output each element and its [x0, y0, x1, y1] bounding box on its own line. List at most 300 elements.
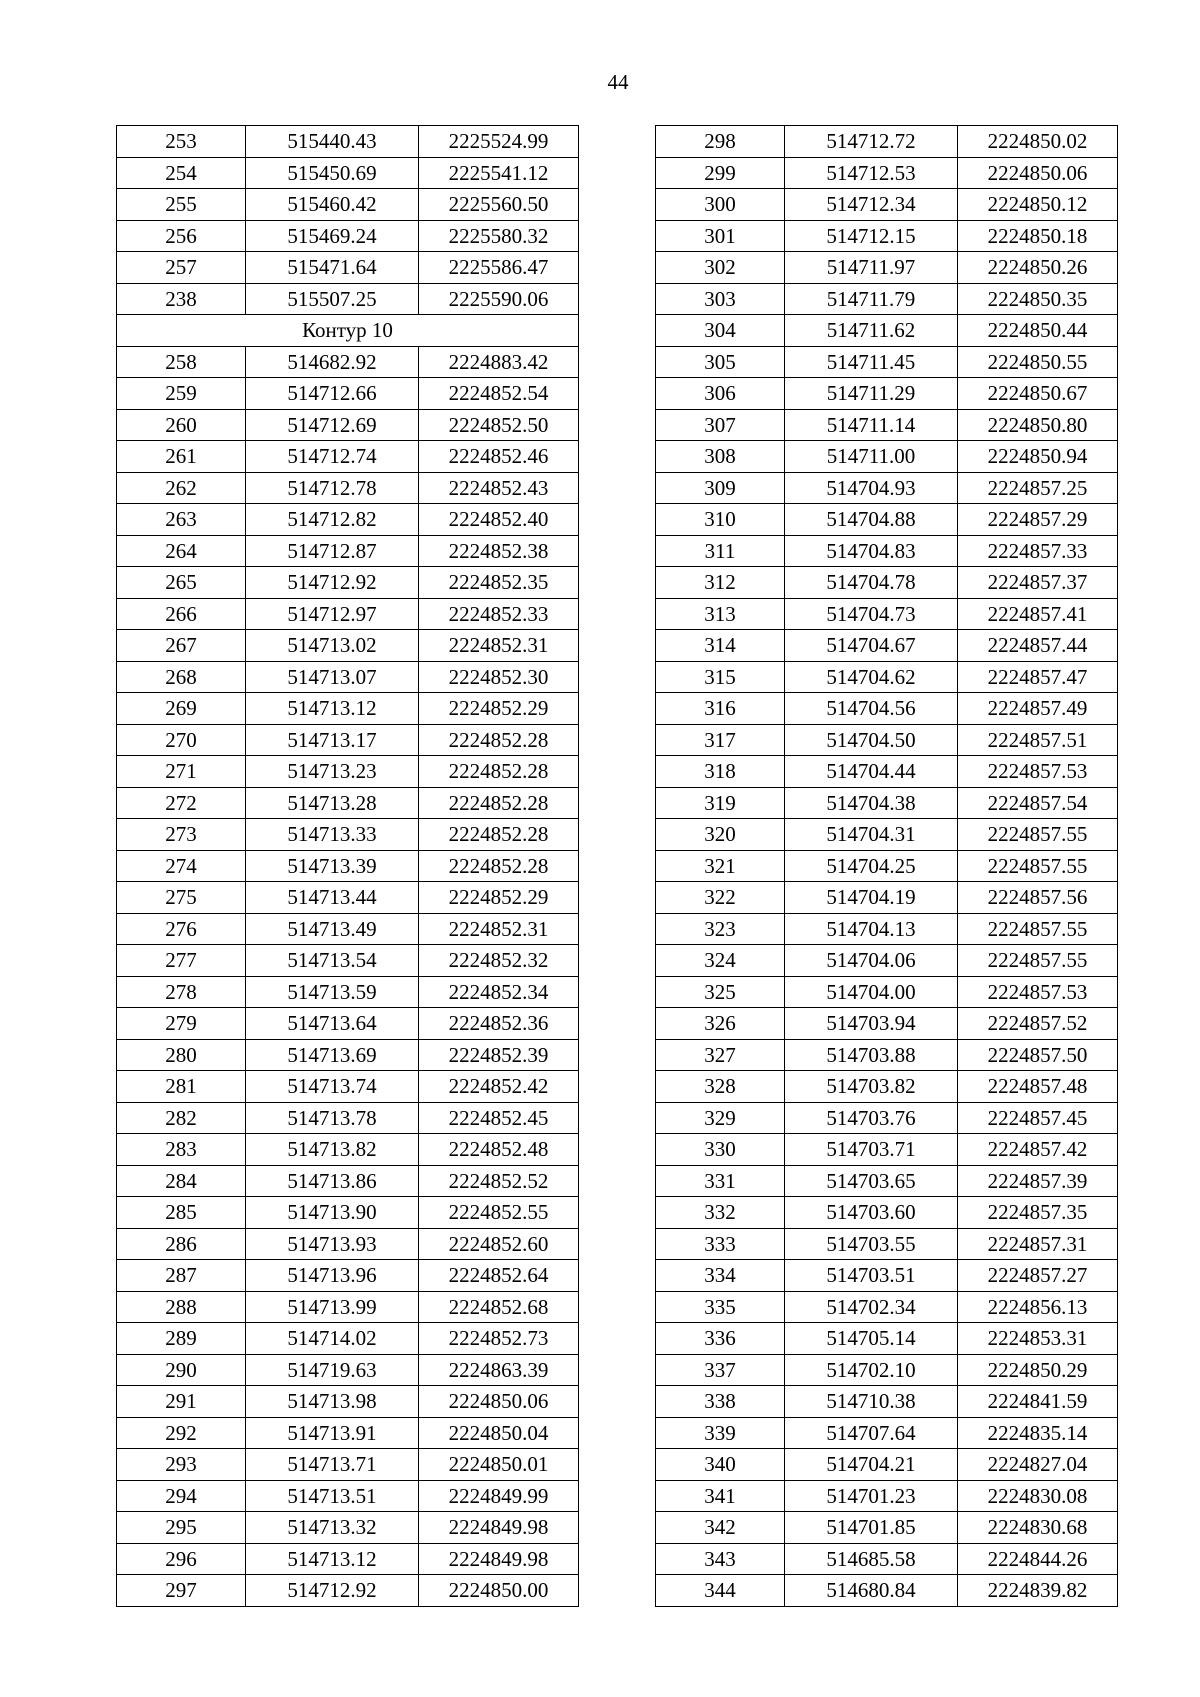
point-number-cell: 259	[117, 378, 246, 410]
point-number-cell: 262	[117, 472, 246, 504]
table-row	[656, 1480, 1118, 1512]
y-coordinate-cell: 2224852.50	[419, 409, 579, 441]
x-coordinate-cell: 514704.88	[785, 504, 958, 536]
x-coordinate-cell: 514713.39	[246, 850, 419, 882]
x-coordinate-cell: 514711.29	[785, 378, 958, 410]
table-row	[117, 1228, 579, 1260]
table-row	[656, 1165, 1118, 1197]
table-row	[117, 472, 579, 504]
table-row	[656, 1575, 1118, 1607]
x-coordinate-cell: 514712.78	[246, 472, 419, 504]
point-number-cell: 323	[656, 913, 785, 945]
point-number-cell: 291	[117, 1386, 246, 1418]
y-coordinate-cell: 2224852.52	[419, 1165, 579, 1197]
point-number-cell: 304	[656, 315, 785, 347]
table-row	[117, 850, 579, 882]
y-coordinate-cell: 2224850.80	[958, 409, 1118, 441]
table-row	[656, 126, 1118, 158]
x-coordinate-cell: 514703.82	[785, 1071, 958, 1103]
y-coordinate-cell: 2224857.33	[958, 535, 1118, 567]
table-row	[656, 535, 1118, 567]
table-row	[117, 724, 579, 756]
point-number-cell: 340	[656, 1449, 785, 1481]
x-coordinate-cell: 514702.10	[785, 1354, 958, 1386]
table-row	[656, 283, 1118, 315]
table-row	[117, 693, 579, 725]
point-number-cell: 308	[656, 441, 785, 473]
y-coordinate-cell: 2224852.39	[419, 1039, 579, 1071]
y-coordinate-cell: 2224830.08	[958, 1480, 1118, 1512]
point-number-cell: 238	[117, 283, 246, 315]
point-number-cell: 344	[656, 1575, 785, 1607]
table-row	[117, 1543, 579, 1575]
y-coordinate-cell: 2224850.06	[958, 157, 1118, 189]
table-row	[117, 1512, 579, 1544]
point-number-cell: 333	[656, 1228, 785, 1260]
point-number-cell: 309	[656, 472, 785, 504]
y-coordinate-cell: 2224835.14	[958, 1417, 1118, 1449]
point-number-cell: 288	[117, 1291, 246, 1323]
x-coordinate-cell: 514704.56	[785, 693, 958, 725]
point-number-cell: 295	[117, 1512, 246, 1544]
table-row	[656, 882, 1118, 914]
table-row	[117, 1134, 579, 1166]
y-coordinate-cell: 2225586.47	[419, 252, 579, 284]
point-number-cell: 299	[656, 157, 785, 189]
y-coordinate-cell: 2224852.55	[419, 1197, 579, 1229]
table-row	[656, 1449, 1118, 1481]
table-row	[656, 850, 1118, 882]
y-coordinate-cell: 2224852.38	[419, 535, 579, 567]
y-coordinate-cell: 2224852.35	[419, 567, 579, 599]
x-coordinate-cell: 514713.64	[246, 1008, 419, 1040]
x-coordinate-cell: 514713.32	[246, 1512, 419, 1544]
point-number-cell: 329	[656, 1102, 785, 1134]
x-coordinate-cell: 514713.54	[246, 945, 419, 977]
y-coordinate-cell: 2224857.31	[958, 1228, 1118, 1260]
table-row	[656, 1291, 1118, 1323]
x-coordinate-cell: 514713.12	[246, 693, 419, 725]
point-number-cell: 318	[656, 756, 785, 788]
table-row	[117, 882, 579, 914]
table-row	[656, 1071, 1118, 1103]
x-coordinate-cell: 514712.66	[246, 378, 419, 410]
table-row	[117, 346, 579, 378]
table-row	[117, 189, 579, 221]
x-coordinate-cell: 514713.33	[246, 819, 419, 851]
y-coordinate-cell: 2224849.98	[419, 1512, 579, 1544]
table-row	[656, 472, 1118, 504]
x-coordinate-cell: 514704.38	[785, 787, 958, 819]
point-number-cell: 341	[656, 1480, 785, 1512]
point-number-cell: 281	[117, 1071, 246, 1103]
table-row	[117, 630, 579, 662]
table-row	[656, 1512, 1118, 1544]
point-number-cell: 319	[656, 787, 785, 819]
point-number-cell: 324	[656, 945, 785, 977]
x-coordinate-cell: 514714.02	[246, 1323, 419, 1355]
y-coordinate-cell: 2224853.31	[958, 1323, 1118, 1355]
y-coordinate-cell: 2224857.50	[958, 1039, 1118, 1071]
table-row	[656, 661, 1118, 693]
point-number-cell: 284	[117, 1165, 246, 1197]
y-coordinate-cell: 2224852.60	[419, 1228, 579, 1260]
y-coordinate-cell: 2224830.68	[958, 1512, 1118, 1544]
point-number-cell: 337	[656, 1354, 785, 1386]
point-number-cell: 313	[656, 598, 785, 630]
table-row	[117, 283, 579, 315]
x-coordinate-cell: 514703.76	[785, 1102, 958, 1134]
point-number-cell: 266	[117, 598, 246, 630]
table-row	[117, 1449, 579, 1481]
x-coordinate-cell: 514712.53	[785, 157, 958, 189]
table-row	[656, 441, 1118, 473]
table-row	[117, 220, 579, 252]
point-number-cell: 276	[117, 913, 246, 945]
x-coordinate-cell: 514713.91	[246, 1417, 419, 1449]
y-coordinate-cell: 2224852.28	[419, 787, 579, 819]
section-row	[117, 315, 579, 347]
x-coordinate-cell: 514704.50	[785, 724, 958, 756]
y-coordinate-cell: 2224857.53	[958, 756, 1118, 788]
point-number-cell: 321	[656, 850, 785, 882]
point-number-cell: 263	[117, 504, 246, 536]
point-number-cell: 289	[117, 1323, 246, 1355]
coordinates-table-right	[655, 125, 1118, 1607]
x-coordinate-cell: 514705.14	[785, 1323, 958, 1355]
x-coordinate-cell: 514712.92	[246, 1575, 419, 1607]
x-coordinate-cell: 514712.87	[246, 535, 419, 567]
y-coordinate-cell: 2224852.34	[419, 976, 579, 1008]
y-coordinate-cell: 2224857.41	[958, 598, 1118, 630]
point-number-cell: 322	[656, 882, 785, 914]
y-coordinate-cell: 2224850.12	[958, 189, 1118, 221]
y-coordinate-cell: 2224850.67	[958, 378, 1118, 410]
point-number-cell: 315	[656, 661, 785, 693]
x-coordinate-cell: 514704.21	[785, 1449, 958, 1481]
y-coordinate-cell: 2224857.54	[958, 787, 1118, 819]
y-coordinate-cell: 2224852.54	[419, 378, 579, 410]
x-coordinate-cell: 514704.78	[785, 567, 958, 599]
x-coordinate-cell: 514713.28	[246, 787, 419, 819]
point-number-cell: 267	[117, 630, 246, 662]
y-coordinate-cell: 2224857.39	[958, 1165, 1118, 1197]
table-row	[656, 976, 1118, 1008]
y-coordinate-cell: 2224841.59	[958, 1386, 1118, 1418]
point-number-cell: 280	[117, 1039, 246, 1071]
y-coordinate-cell: 2224857.48	[958, 1071, 1118, 1103]
point-number-cell: 283	[117, 1134, 246, 1166]
y-coordinate-cell: 2224857.49	[958, 693, 1118, 725]
y-coordinate-cell: 2224852.30	[419, 661, 579, 693]
x-coordinate-cell: 514704.83	[785, 535, 958, 567]
x-coordinate-cell: 514703.88	[785, 1039, 958, 1071]
table-row	[656, 1228, 1118, 1260]
point-number-cell: 303	[656, 283, 785, 315]
point-number-cell: 317	[656, 724, 785, 756]
y-coordinate-cell: 2224852.43	[419, 472, 579, 504]
x-coordinate-cell: 515507.25	[246, 283, 419, 315]
table-row	[656, 1134, 1118, 1166]
point-number-cell: 336	[656, 1323, 785, 1355]
y-coordinate-cell: 2224852.48	[419, 1134, 579, 1166]
point-number-cell: 258	[117, 346, 246, 378]
point-number-cell: 300	[656, 189, 785, 221]
x-coordinate-cell: 514711.62	[785, 315, 958, 347]
y-coordinate-cell: 2224857.55	[958, 850, 1118, 882]
y-coordinate-cell: 2224844.26	[958, 1543, 1118, 1575]
y-coordinate-cell: 2225560.50	[419, 189, 579, 221]
table-row	[656, 315, 1118, 347]
table-row	[656, 945, 1118, 977]
table-row	[117, 1480, 579, 1512]
y-coordinate-cell: 2225541.12	[419, 157, 579, 189]
x-coordinate-cell: 515440.43	[246, 126, 419, 158]
y-coordinate-cell: 2224850.00	[419, 1575, 579, 1607]
x-coordinate-cell: 514685.58	[785, 1543, 958, 1575]
y-coordinate-cell: 2224850.02	[958, 126, 1118, 158]
y-coordinate-cell: 2224857.53	[958, 976, 1118, 1008]
table-row	[656, 1543, 1118, 1575]
table-row	[117, 126, 579, 158]
point-number-cell: 292	[117, 1417, 246, 1449]
point-number-cell: 254	[117, 157, 246, 189]
x-coordinate-cell: 514713.49	[246, 913, 419, 945]
table-row	[656, 409, 1118, 441]
point-number-cell: 275	[117, 882, 246, 914]
y-coordinate-cell: 2224857.27	[958, 1260, 1118, 1292]
x-coordinate-cell: 514713.99	[246, 1291, 419, 1323]
point-number-cell: 307	[656, 409, 785, 441]
point-number-cell: 296	[117, 1543, 246, 1575]
table-row	[656, 1386, 1118, 1418]
x-coordinate-cell: 514711.14	[785, 409, 958, 441]
x-coordinate-cell: 514712.97	[246, 598, 419, 630]
point-number-cell: 278	[117, 976, 246, 1008]
y-coordinate-cell: 2224857.42	[958, 1134, 1118, 1166]
point-number-cell: 343	[656, 1543, 785, 1575]
x-coordinate-cell: 514713.93	[246, 1228, 419, 1260]
point-number-cell: 320	[656, 819, 785, 851]
y-coordinate-cell: 2224850.44	[958, 315, 1118, 347]
x-coordinate-cell: 515450.69	[246, 157, 419, 189]
y-coordinate-cell: 2224857.25	[958, 472, 1118, 504]
table-row	[117, 819, 579, 851]
table-row	[656, 252, 1118, 284]
y-coordinate-cell: 2224857.45	[958, 1102, 1118, 1134]
point-number-cell: 264	[117, 535, 246, 567]
y-coordinate-cell: 2224857.52	[958, 1008, 1118, 1040]
y-coordinate-cell: 2224850.94	[958, 441, 1118, 473]
point-number-cell: 273	[117, 819, 246, 851]
point-number-cell: 257	[117, 252, 246, 284]
point-number-cell: 312	[656, 567, 785, 599]
table-row	[656, 819, 1118, 851]
table-row	[117, 504, 579, 536]
y-coordinate-cell: 2224857.55	[958, 945, 1118, 977]
x-coordinate-cell: 514680.84	[785, 1575, 958, 1607]
x-coordinate-cell: 514712.72	[785, 126, 958, 158]
point-number-cell: 294	[117, 1480, 246, 1512]
y-coordinate-cell: 2225580.32	[419, 220, 579, 252]
y-coordinate-cell: 2224852.31	[419, 913, 579, 945]
table-row	[117, 409, 579, 441]
x-coordinate-cell: 514713.98	[246, 1386, 419, 1418]
y-coordinate-cell: 2224850.04	[419, 1417, 579, 1449]
y-coordinate-cell: 2224850.06	[419, 1386, 579, 1418]
y-coordinate-cell: 2224856.13	[958, 1291, 1118, 1323]
y-coordinate-cell: 2224850.01	[419, 1449, 579, 1481]
table-row	[656, 1354, 1118, 1386]
x-coordinate-cell: 515471.64	[246, 252, 419, 284]
point-number-cell: 293	[117, 1449, 246, 1481]
x-coordinate-cell: 514704.13	[785, 913, 958, 945]
table-row	[656, 913, 1118, 945]
x-coordinate-cell: 514713.59	[246, 976, 419, 1008]
table-row	[656, 378, 1118, 410]
y-coordinate-cell: 2224852.28	[419, 850, 579, 882]
y-coordinate-cell: 2224857.44	[958, 630, 1118, 662]
x-coordinate-cell: 514713.17	[246, 724, 419, 756]
y-coordinate-cell: 2224852.42	[419, 1071, 579, 1103]
table-row	[117, 976, 579, 1008]
point-number-cell: 261	[117, 441, 246, 473]
x-coordinate-cell: 514711.79	[785, 283, 958, 315]
y-coordinate-cell: 2224850.35	[958, 283, 1118, 315]
x-coordinate-cell: 514704.00	[785, 976, 958, 1008]
coordinates-table-left	[116, 125, 579, 1607]
x-coordinate-cell: 514704.44	[785, 756, 958, 788]
y-coordinate-cell: 2224849.99	[419, 1480, 579, 1512]
table-row	[656, 1039, 1118, 1071]
y-coordinate-cell: 2224857.55	[958, 913, 1118, 945]
x-coordinate-cell: 514703.94	[785, 1008, 958, 1040]
x-coordinate-cell: 514711.45	[785, 346, 958, 378]
x-coordinate-cell: 514719.63	[246, 1354, 419, 1386]
table-row	[117, 1386, 579, 1418]
table-row	[117, 1197, 579, 1229]
y-coordinate-cell: 2224857.47	[958, 661, 1118, 693]
y-coordinate-cell: 2224852.33	[419, 598, 579, 630]
table-row	[117, 598, 579, 630]
x-coordinate-cell: 514713.71	[246, 1449, 419, 1481]
table-row	[117, 1417, 579, 1449]
table-row	[656, 220, 1118, 252]
point-number-cell: 302	[656, 252, 785, 284]
table-row	[656, 1417, 1118, 1449]
table-row	[117, 1039, 579, 1071]
x-coordinate-cell: 514704.25	[785, 850, 958, 882]
x-coordinate-cell: 514712.34	[785, 189, 958, 221]
table-row	[117, 661, 579, 693]
point-number-cell: 270	[117, 724, 246, 756]
table-row	[117, 252, 579, 284]
x-coordinate-cell: 514713.86	[246, 1165, 419, 1197]
x-coordinate-cell: 514707.64	[785, 1417, 958, 1449]
x-coordinate-cell: 514713.82	[246, 1134, 419, 1166]
table-row	[656, 598, 1118, 630]
point-number-cell: 265	[117, 567, 246, 599]
y-coordinate-cell: 2225524.99	[419, 126, 579, 158]
x-coordinate-cell: 514712.74	[246, 441, 419, 473]
y-coordinate-cell: 2224857.55	[958, 819, 1118, 851]
table-row	[117, 378, 579, 410]
table-row	[117, 1102, 579, 1134]
y-coordinate-cell: 2224852.40	[419, 504, 579, 536]
x-coordinate-cell: 514710.38	[785, 1386, 958, 1418]
table-row	[656, 787, 1118, 819]
table-row	[117, 157, 579, 189]
x-coordinate-cell: 514713.51	[246, 1480, 419, 1512]
point-number-cell: 316	[656, 693, 785, 725]
point-number-cell: 268	[117, 661, 246, 693]
point-number-cell: 338	[656, 1386, 785, 1418]
x-coordinate-cell: 514713.12	[246, 1543, 419, 1575]
table-row	[117, 1291, 579, 1323]
point-number-cell: 279	[117, 1008, 246, 1040]
x-coordinate-cell: 514703.71	[785, 1134, 958, 1166]
page-number: 44	[607, 70, 629, 94]
table-row	[656, 157, 1118, 189]
point-number-cell: 325	[656, 976, 785, 1008]
y-coordinate-cell: 2224850.18	[958, 220, 1118, 252]
point-number-cell: 286	[117, 1228, 246, 1260]
table-row	[656, 693, 1118, 725]
point-number-cell: 335	[656, 1291, 785, 1323]
y-coordinate-cell: 2224857.56	[958, 882, 1118, 914]
table-row	[656, 1102, 1118, 1134]
y-coordinate-cell: 2224827.04	[958, 1449, 1118, 1481]
table-row	[117, 1323, 579, 1355]
table-row	[117, 787, 579, 819]
table-row	[117, 1071, 579, 1103]
x-coordinate-cell: 514711.00	[785, 441, 958, 473]
table-row	[656, 567, 1118, 599]
x-coordinate-cell: 514703.55	[785, 1228, 958, 1260]
table-row	[656, 504, 1118, 536]
table-row	[656, 1260, 1118, 1292]
y-coordinate-cell: 2224852.46	[419, 441, 579, 473]
point-number-cell: 305	[656, 346, 785, 378]
point-number-cell: 326	[656, 1008, 785, 1040]
y-coordinate-cell: 2224852.28	[419, 724, 579, 756]
point-number-cell: 282	[117, 1102, 246, 1134]
section-title: Контур 10	[117, 315, 579, 347]
table-row	[656, 1008, 1118, 1040]
x-coordinate-cell: 514713.07	[246, 661, 419, 693]
point-number-cell: 255	[117, 189, 246, 221]
x-coordinate-cell: 515469.24	[246, 220, 419, 252]
y-coordinate-cell: 2224850.26	[958, 252, 1118, 284]
x-coordinate-cell: 514713.96	[246, 1260, 419, 1292]
y-coordinate-cell: 2224883.42	[419, 346, 579, 378]
table-row	[656, 346, 1118, 378]
table-row	[117, 1260, 579, 1292]
point-number-cell: 271	[117, 756, 246, 788]
y-coordinate-cell: 2224863.39	[419, 1354, 579, 1386]
x-coordinate-cell: 514704.62	[785, 661, 958, 693]
y-coordinate-cell: 2224852.31	[419, 630, 579, 662]
point-number-cell: 253	[117, 126, 246, 158]
y-coordinate-cell: 2224852.36	[419, 1008, 579, 1040]
x-coordinate-cell: 514704.73	[785, 598, 958, 630]
table-row	[117, 913, 579, 945]
point-number-cell: 328	[656, 1071, 785, 1103]
point-number-cell: 297	[117, 1575, 246, 1607]
x-coordinate-cell: 514701.85	[785, 1512, 958, 1544]
x-coordinate-cell: 514713.90	[246, 1197, 419, 1229]
table-row	[117, 945, 579, 977]
